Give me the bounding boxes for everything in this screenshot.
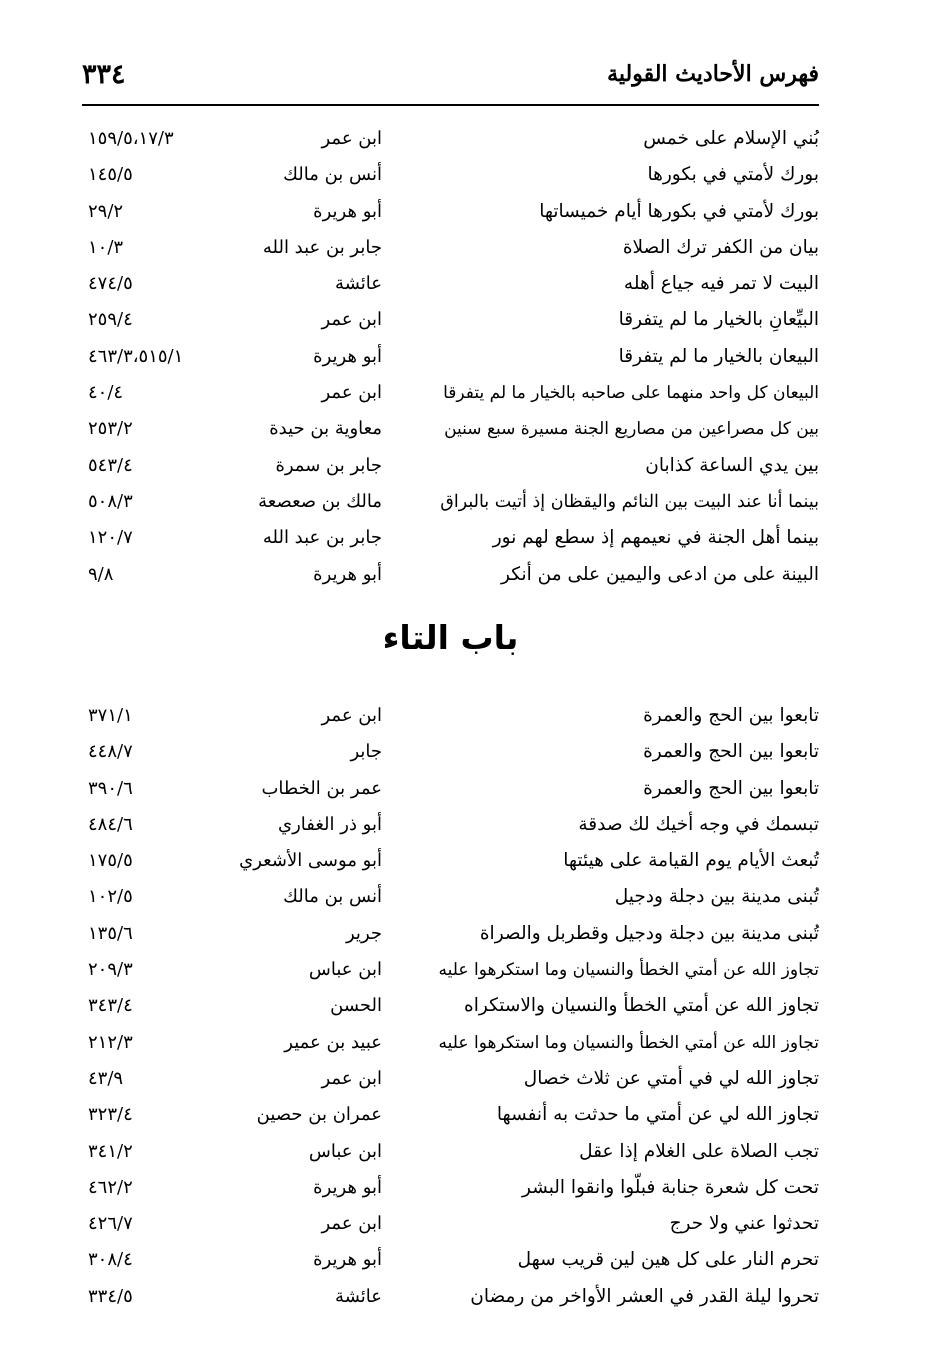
index-entry [82, 520, 819, 556]
narrator-name: أبو هريرة [313, 1176, 382, 1198]
narrator-name: أنس بن مالك [283, 886, 382, 908]
hadith-text: تجاوز الله عن أمتي الخطأ والنسيان وما استكرهوا عليه [438, 960, 819, 981]
hadith-text: بورك لأمتي في بكورها أيام خميساتها [539, 200, 819, 222]
hadith-text: تجاوز الله عن أمتي الخطأ والنسيان والاستكراه [464, 995, 819, 1017]
hadith-text: تجاوز الله عن أمتي الخطأ والنسيان وما استكرهوا عليه [438, 1032, 819, 1053]
index-entry [82, 411, 819, 447]
hadith-text: بين كل مصراعين من مصاريع الجنة مسيرة سبع سنين [444, 419, 819, 440]
volume-page-ref: ٤٣/٩ [88, 1067, 124, 1089]
narrator-name: جابر [350, 741, 382, 763]
index-entry [82, 121, 819, 157]
hadith-text: تابعوا بين الحج والعمرة [643, 741, 819, 763]
hadith-text: تُبنى مدينة بين دجلة ودجيل وقطربل والصراة [479, 922, 819, 944]
narrator-name: جابر بن عبد الله [262, 527, 382, 549]
hadith-text: تُبعث الأيام يوم القيامة على هيئتها [563, 850, 819, 872]
volume-page-ref: ١٥٩/٥،١٧/٣ [88, 128, 174, 149]
volume-page-ref: ١٠/٣ [88, 236, 124, 258]
volume-page-ref: ٣٧١/١ [88, 705, 133, 726]
volume-page-ref: ١٧٥/٥ [88, 850, 133, 872]
index-entry [82, 1061, 819, 1097]
index-entry [82, 557, 819, 593]
index-entry [82, 230, 819, 266]
hadith-text: تُبنى مدينة بين دجلة ودجيل [614, 886, 819, 908]
index-entry [82, 988, 819, 1024]
narrator-name: عائشة [335, 273, 382, 295]
narrator-name: أبو موسى الأشعري [239, 850, 382, 872]
hadith-text: بُني الإسلام على خمس [643, 128, 819, 149]
volume-page-ref: ٤٧٤/٥ [88, 273, 133, 295]
volume-page-ref: ١٣٥/٦ [88, 922, 133, 944]
narrator-name: عائشة [335, 1285, 382, 1307]
index-entry [82, 698, 819, 734]
hadith-text: بيان من الكفر ترك الصلاة [622, 236, 819, 258]
volume-page-ref: ٣٩٠/٦ [88, 777, 133, 799]
volume-page-ref: ٣٤١/٢ [88, 1140, 133, 1162]
narrator-name: أبو ذر الغفاري [277, 813, 382, 835]
hadith-text: تحروا ليلة القدر في العشر الأواخر من رمضان [470, 1285, 819, 1307]
volume-page-ref: ٥٤٣/٤ [88, 454, 133, 476]
hadith-text: تبسمك في وجه أخيك لك صدقة [578, 813, 819, 835]
index-entry [82, 771, 819, 807]
narrator-name: عمر بن الخطاب [261, 777, 382, 799]
hadith-text: بورك لأمتي في بكورها [647, 164, 819, 186]
index-entry [82, 375, 819, 411]
index-section-ta [82, 698, 819, 1315]
narrator-name: عبيد بن عمير [284, 1031, 382, 1053]
narrator-name: ابن عمر [321, 128, 382, 149]
narrator-name: أبو هريرة [313, 345, 382, 367]
narrator-name: جابر بن سمرة [275, 454, 382, 476]
hadith-text: تجاوز الله لي في أمتي عن ثلاث خصال [523, 1067, 819, 1089]
volume-page-ref: ٢٠٩/٣ [88, 959, 133, 981]
hadith-text: بين يدي الساعة كذابان [645, 454, 819, 476]
narrator-name: ابن عباس [308, 959, 382, 981]
index-entry [82, 194, 819, 230]
narrator-name: جرير [346, 922, 382, 944]
narrator-name: ابن عمر [321, 382, 382, 404]
narrator-name: الحسن [330, 995, 382, 1017]
volume-page-ref: ٥٠٨/٣ [88, 490, 133, 512]
narrator-name: ابن عمر [321, 1067, 382, 1089]
index-entry [82, 879, 819, 915]
hadith-text: تحت كل شعرة جنابة فبلّوا وانقوا البشر [521, 1176, 819, 1198]
hadith-text: البيت لا تمر فيه جياع أهله [623, 273, 819, 295]
hadith-text: البيِّعانِ بالخيار ما لم يتفرقا [618, 309, 819, 331]
volume-page-ref: ٢٥٩/٤ [88, 309, 133, 331]
narrator-name: مالك بن صعصعة [258, 490, 382, 512]
volume-page-ref: ١٢٠/٧ [88, 527, 133, 549]
index-entry [82, 916, 819, 952]
index-entry [82, 1242, 819, 1278]
narrator-name: ابن عمر [321, 705, 382, 726]
volume-page-ref: ٩/٨ [88, 563, 114, 585]
volume-page-ref: ٣٤٣/٤ [88, 995, 133, 1017]
hadith-text: تحدثوا عني ولا حرج [669, 1213, 819, 1235]
index-entry [82, 339, 819, 375]
volume-page-ref: ٤٦٢/٢ [88, 1176, 133, 1198]
narrator-name: أنس بن مالك [283, 164, 382, 186]
narrator-name: أبو هريرة [313, 200, 382, 222]
hadith-text: بينما أهل الجنة في نعيمهم إذ سطع لهم نور [492, 527, 819, 549]
index-entry [82, 952, 819, 988]
hadith-text: تابعوا بين الحج والعمرة [643, 777, 819, 799]
index-entry [82, 266, 819, 302]
page-header [82, 52, 819, 96]
narrator-name: أبو هريرة [313, 563, 382, 585]
volume-page-ref: ٢١٢/٣ [88, 1031, 133, 1053]
running-title: فهرس الأحاديث القولية [607, 61, 819, 87]
hadith-text: البينة على من ادعى واليمين على من أنكر [501, 563, 819, 585]
volume-page-ref: ٣٢٣/٤ [88, 1104, 133, 1126]
index-entry [82, 448, 819, 484]
narrator-name: أبو هريرة [313, 1249, 382, 1271]
index-entry [82, 1170, 819, 1206]
narrator-name: عمران بن حصين [256, 1104, 382, 1126]
hadith-text: بينما أنا عند البيت بين النائم واليقظان إذ أتيت بالبراق [440, 491, 819, 512]
hadith-text: البيعان بالخيار ما لم يتفرقا [618, 345, 819, 367]
narrator-name: معاوية بن حيدة [269, 418, 382, 440]
volume-page-ref: ٤٨٤/٦ [88, 813, 133, 835]
narrator-name: جابر بن عبد الله [262, 236, 382, 258]
volume-page-ref: ١٠٢/٥ [88, 886, 133, 908]
volume-page-ref: ١٤٥/٥ [88, 164, 133, 186]
volume-page-ref: ٤٦٣/٣،٥١٥/١ [88, 345, 184, 367]
hadith-text: تجاوز الله لي عن أمتي ما حدثت به أنفسها [496, 1104, 819, 1126]
index-entry [82, 1134, 819, 1170]
index-entry [82, 1279, 819, 1315]
volume-page-ref: ٤٠/٤ [88, 382, 124, 404]
volume-page-ref: ٣٣٤/٥ [88, 1285, 133, 1307]
index-entry [82, 157, 819, 193]
index-entry [82, 807, 819, 843]
chapter-heading: باب التاء [382, 618, 519, 657]
index-entry [82, 484, 819, 520]
volume-page-ref: ٤٢٦/٧ [88, 1213, 133, 1235]
header-rule [82, 104, 819, 106]
hadith-text: البيعان كل واحد منهما على صاحبه بالخيار ما لم يتفرقا [443, 383, 819, 404]
page-number: ٣٣٤ [82, 58, 126, 90]
volume-page-ref: ٢٥٣/٢ [88, 418, 133, 440]
volume-page-ref: ٣٠٨/٤ [88, 1249, 133, 1271]
volume-page-ref: ٤٤٨/٧ [88, 741, 133, 763]
index-entry [82, 302, 819, 338]
index-entry [82, 1097, 819, 1133]
narrator-name: ابن عمر [321, 1213, 382, 1235]
index-entry [82, 734, 819, 770]
hadith-text: تجب الصلاة على الغلام إذا عقل [579, 1140, 819, 1162]
index-entry [82, 1025, 819, 1061]
index-entry [82, 1206, 819, 1242]
index-section-ba [82, 121, 819, 593]
index-entry [82, 843, 819, 879]
hadith-text: تحرم النار على كل هين لين قريب سهل [517, 1249, 819, 1271]
hadith-text: تابعوا بين الحج والعمرة [643, 705, 819, 726]
volume-page-ref: ٢٩/٢ [88, 200, 124, 222]
narrator-name: ابن عباس [308, 1140, 382, 1162]
narrator-name: ابن عمر [321, 309, 382, 331]
